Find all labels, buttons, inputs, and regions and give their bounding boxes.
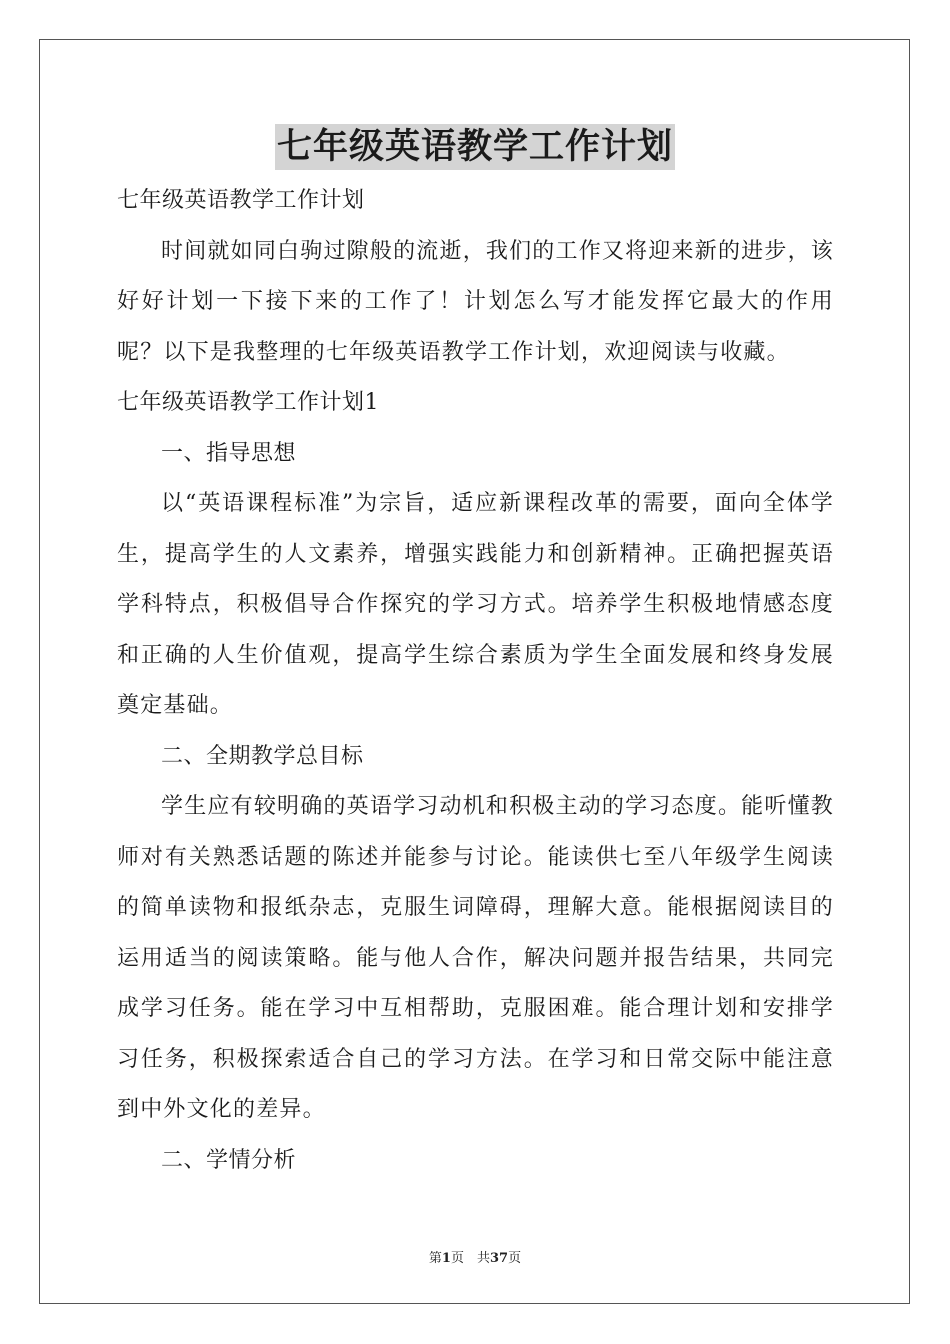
footer-page-total: 37 (489, 1251, 509, 1266)
footer-suffix: 页 (508, 1251, 522, 1266)
paragraph-teaching-goals: 学生应有较明确的英语学习动机和积极主动的学习态度。能听懂教师对有关熟悉话题的陈述并能参与讨论。能读供七至八年级学生阅读的简单读物和报纸杂志，克服生词障碍，理解大意。能根据阅读目的运用适当的阅读策略。能与他人合作，解决问题并报告结果，共同完成学习任务。能在学习中互相帮助，克服困难。能合理计划和安排学习任务，积极探索适合自己的学习方法。在学习和日常交际中能注意到中外文化的差异。 (117, 794, 834, 1122)
heading-teaching-goals: 二、全期教学总目标 (161, 743, 364, 769)
title-container (0, 124, 950, 170)
intro-paragraph: 时间就如同白驹过隙般的流逝，我们的工作又将迎来新的进步，该好好计划一下接下来的工作了！计划怎么写才能发挥它最大的作用呢？以下是我整理的七年级英语教学工作计划，欢迎阅读与收藏。 (117, 238, 834, 365)
document-body (117, 176, 834, 1186)
footer-page-current: 1 (441, 1251, 451, 1266)
document-title: 七年级英语教学工作计划 (275, 124, 675, 170)
subtitle: 七年级英语教学工作计划 (117, 188, 365, 213)
heading-guiding-ideology: 一、指导思想 (161, 440, 297, 466)
heading-student-analysis: 二、学情分析 (161, 1147, 297, 1173)
footer-mid: 页 共 (450, 1251, 490, 1266)
page-footer (0, 1247, 950, 1266)
paragraph-guiding-ideology: 以“英语课程标准”为宗旨，适应新课程改革的需要，面向全体学生，提高学生的人文素养，增强实践能力和创新精神。正确把握英语学科特点，积极倡导合作探究的学习方式。培养学生积极地情感态度和正确的人生价值观，提高学生综合素质为学生全面发展和终身发展奠定基础。 (117, 491, 834, 718)
section-title: 七年级英语教学工作计划1 (117, 390, 379, 415)
footer-prefix: 第 (428, 1251, 442, 1266)
